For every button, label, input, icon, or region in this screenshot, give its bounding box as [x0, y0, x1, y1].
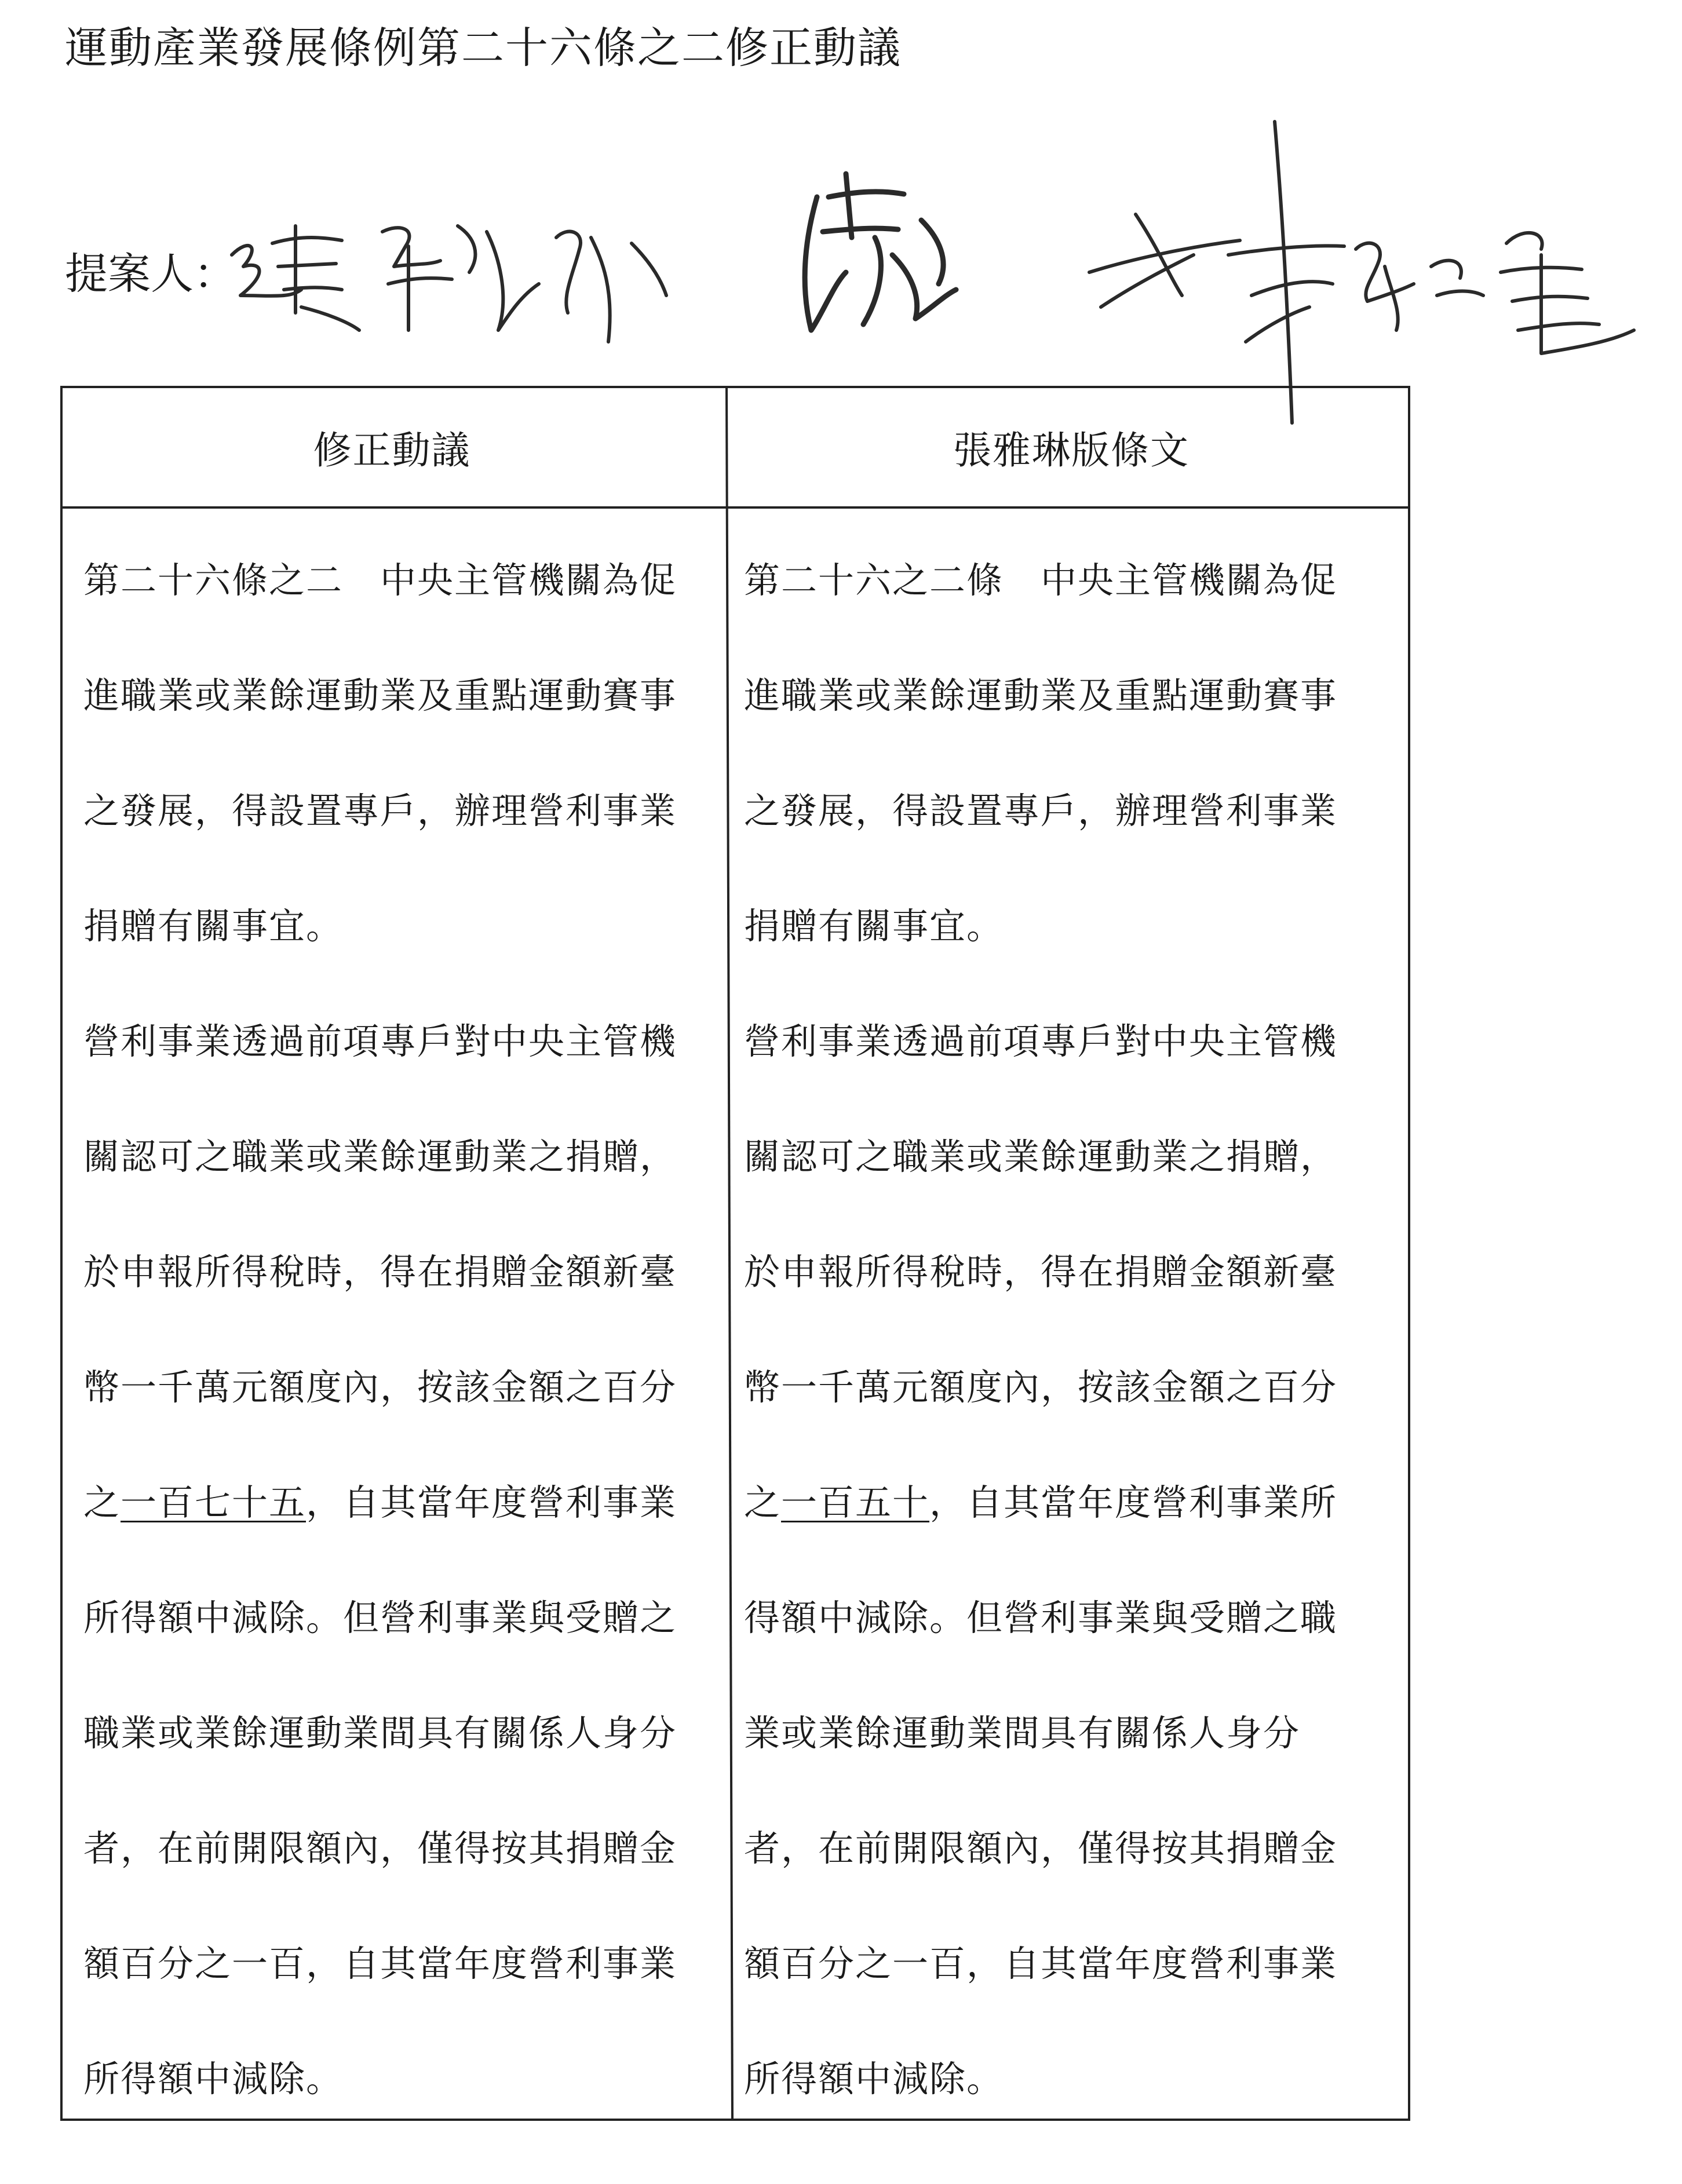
text-line — [744, 1791, 1399, 1906]
text-segment: 營利事業透過前項專戶對中央主管機 — [744, 1020, 1338, 1062]
text-line — [83, 868, 715, 984]
text-segment: 關認可之職業或業餘運動業之捐贈， — [744, 1135, 1338, 1178]
text-line — [744, 2021, 1399, 2136]
text-segment: ，自其當年度營利事業所 — [929, 1481, 1338, 1524]
text-line — [83, 1099, 715, 1214]
header-motion: 修正動議 — [313, 428, 471, 473]
signature-2 — [805, 174, 956, 330]
text-segment: 得額中減除。但營利事業與受贈之職 — [744, 1597, 1338, 1639]
signature-3 — [1089, 122, 1634, 423]
text-segment: 於申報所得稅時，得在捐贈金額新臺 — [744, 1251, 1338, 1293]
text-line — [83, 984, 715, 1099]
text-line — [744, 638, 1399, 753]
text-segment: 捐贈有關事宜。 — [744, 905, 1004, 947]
text-line — [83, 1330, 715, 1445]
text-segment: 之 — [744, 1481, 782, 1524]
text-segment: 幣一千萬元額度內，按該金額之百分 — [83, 1366, 677, 1408]
text-segment: 幣一千萬元額度內，按該金額之百分 — [744, 1366, 1338, 1408]
text-segment: 所得額中減除。 — [744, 2058, 1004, 2100]
text-line — [83, 2021, 715, 2136]
text-segment: 所得額中減除。 — [83, 2058, 344, 2100]
signature-1 — [232, 226, 666, 342]
text-segment: 關認可之職業或業餘運動業之捐贈， — [83, 1135, 677, 1178]
text-segment: 者，在前開限額內，僅得按其捐贈金 — [744, 1827, 1338, 1869]
text-line — [744, 1214, 1399, 1330]
text-segment: 進職業或業餘運動業及重點運動賽事 — [744, 674, 1338, 717]
text-segment: 之發展，得設置專戶，辦理營利事業 — [744, 790, 1338, 832]
text-line — [744, 1675, 1399, 1791]
text-line — [744, 1099, 1399, 1214]
text-line — [83, 638, 715, 753]
text-segment: 第二十六條之二 中央主管機關為促 — [83, 559, 677, 601]
text-line — [83, 1560, 715, 1675]
text-segment: 第二十六之二條 中央主管機關為促 — [744, 559, 1338, 601]
text-line — [744, 984, 1399, 1099]
text-segment: 於申報所得稅時，得在捐贈金額新臺 — [83, 1251, 677, 1293]
comparison-table — [60, 386, 1410, 2124]
text-line — [83, 753, 715, 868]
text-line — [744, 1445, 1399, 1560]
text-segment: 之 — [83, 1481, 121, 1524]
text-line — [744, 1560, 1399, 1675]
text-segment: 業或業餘運動業間具有關係人身分 — [744, 1712, 1301, 1754]
text-line — [744, 1906, 1399, 2021]
text-line — [83, 1445, 715, 1560]
text-line — [83, 1675, 715, 1791]
text-line — [83, 1214, 715, 1330]
document-title: 運動產業發展條例第二十六條之二修正動議 — [65, 23, 902, 73]
text-line — [744, 753, 1399, 868]
text-segment: 額百分之一百，自其當年度營利事業 — [83, 1942, 677, 1985]
motion-text-column — [83, 523, 715, 2136]
original-text-column — [744, 523, 1399, 2136]
text-segment: ，自其當年度營利事業 — [306, 1481, 677, 1524]
text-segment: 之發展，得設置專戶，辦理營利事業 — [83, 790, 677, 832]
text-line — [83, 523, 715, 638]
text-line — [744, 868, 1399, 984]
text-segment: 捐贈有關事宜。 — [83, 905, 344, 947]
text-line — [744, 1330, 1399, 1445]
text-segment: 職業或業餘運動業間具有關係人身分 — [83, 1712, 677, 1754]
text-segment: 營利事業透過前項專戶對中央主管機 — [83, 1020, 677, 1062]
amended-percentage: 一百七十五 — [121, 1481, 307, 1524]
proposer-label: 提案人： — [65, 249, 236, 299]
amended-percentage: 一百五十 — [781, 1481, 930, 1524]
text-segment: 者，在前開限額內，僅得按其捐贈金 — [83, 1827, 677, 1869]
header-original-version: 張雅琳版條文 — [953, 428, 1190, 473]
text-line — [744, 523, 1399, 638]
text-line — [83, 1791, 715, 1906]
text-line — [83, 1906, 715, 2021]
text-segment: 所得額中減除。但營利事業與受贈之 — [83, 1597, 677, 1639]
text-segment: 額百分之一百，自其當年度營利事業 — [744, 1942, 1338, 1985]
text-segment: 進職業或業餘運動業及重點運動賽事 — [83, 674, 677, 717]
